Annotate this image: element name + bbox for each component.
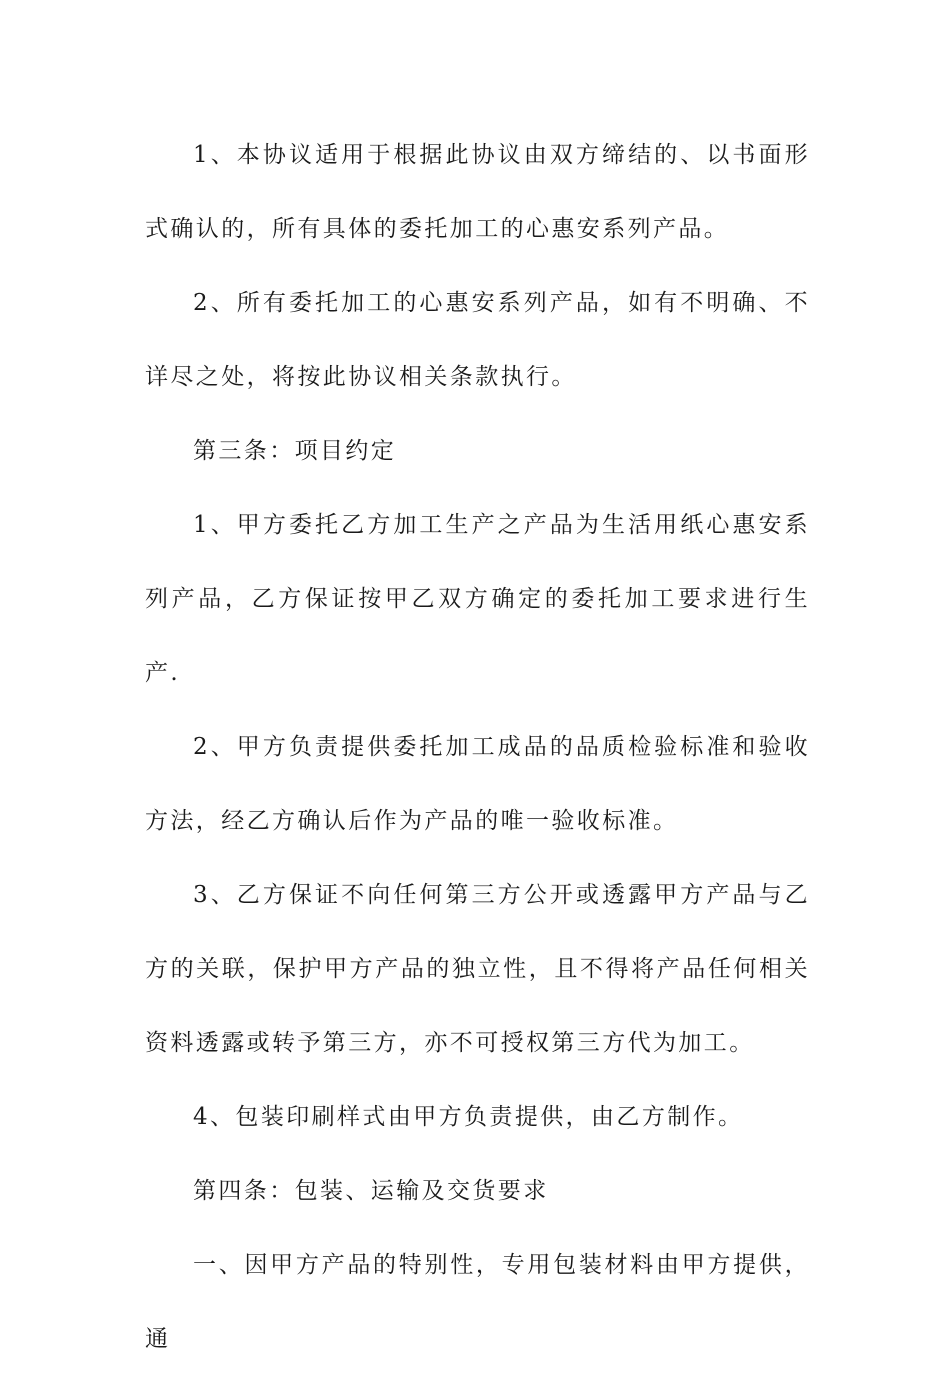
section-heading: 第三条：项目约定 — [193, 438, 397, 464]
clause-paragraph: 2、甲方负责提供委托加工成品的品质检验标准和验收方法，经乙方确认后作为产品的唯一验收标准。 — [145, 734, 810, 834]
clause-paragraph: 1、本协议适用于根据此协议由双方缔结的、以书面形式确认的，所有具体的委托加工的心惠安系列产品。 — [145, 142, 810, 242]
clause-paragraph: 1、甲方委托乙方加工生产之产品为生活用纸心惠安系列产品，乙方保证按甲乙双方确定的委托加工要求进行生产. — [145, 512, 810, 686]
clause-paragraph: 2、所有委托加工的心惠安系列产品，如有不明确、不详尽之处，将按此协议相关条款执行。 — [145, 290, 810, 390]
section-heading: 第四条：包装、运输及交货要求 — [193, 1178, 549, 1204]
clause-paragraph: 4、包装印刷样式由甲方负责提供，由乙方制作。 — [193, 1104, 744, 1130]
document-body — [145, 118, 810, 1376]
clause-paragraph: 一、因甲方产品的特别性，专用包装材料由甲方提供，通 — [145, 1252, 810, 1352]
clause-paragraph: 3、乙方保证不向任何第三方公开或透露甲方产品与乙方的关联，保护甲方产品的独立性，且不得将产品任何相关资料透露或转予第三方，亦不可授权第三方代为加工。 — [145, 882, 810, 1056]
